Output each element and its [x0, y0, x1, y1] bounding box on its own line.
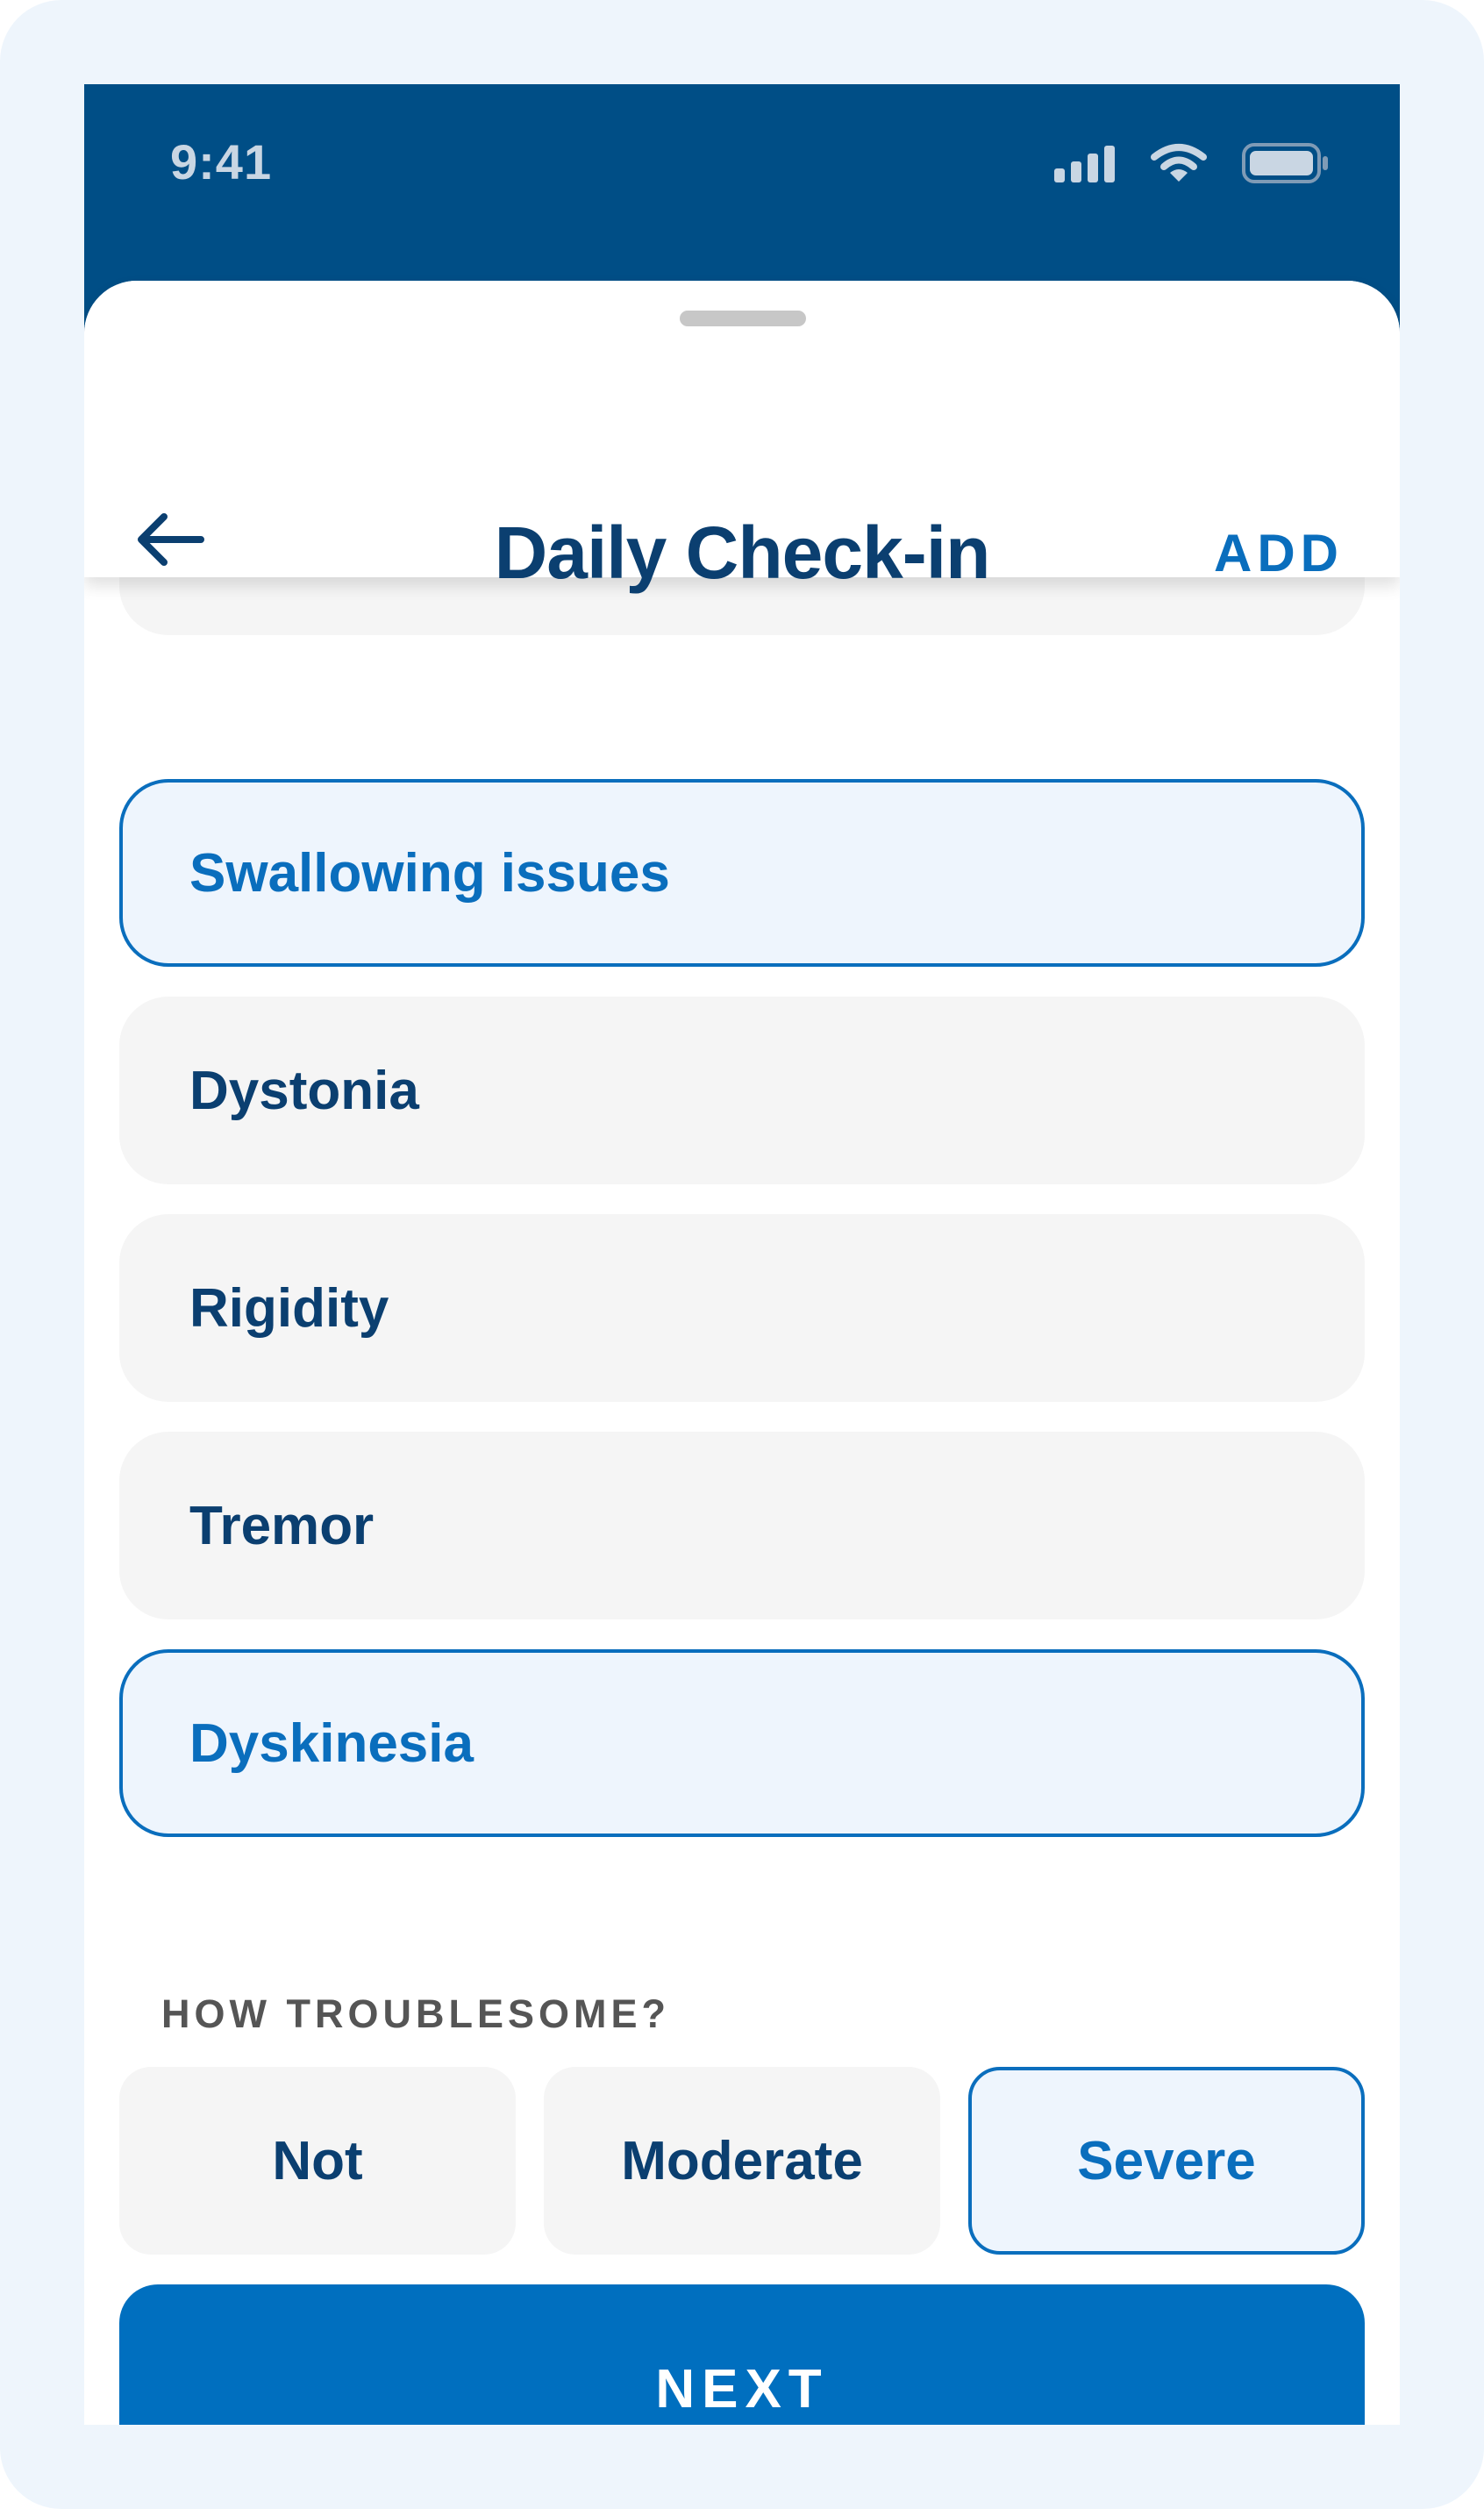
symptom-list — [84, 281, 1400, 2425]
severity-option-label: Not — [272, 2130, 363, 2191]
symptom-option-rigidity[interactable] — [119, 1214, 1365, 1402]
add-button[interactable]: ADD — [1214, 524, 1344, 583]
symptom-option-dystonia[interactable] — [119, 997, 1365, 1184]
signal-icon — [1054, 144, 1116, 182]
severity-question-label: HOW TROUBLESOME? — [161, 1991, 670, 2036]
next-button[interactable] — [119, 2284, 1365, 2425]
severity-option-severe[interactable] — [968, 2067, 1365, 2255]
symptom-label: Dystonia — [189, 1060, 419, 1121]
next-button-label: NEXT — [655, 2358, 829, 2420]
sheet-header — [84, 281, 1400, 594]
symptom-label: Swallowing issues — [189, 842, 670, 904]
page-title: Daily Check-in — [494, 511, 990, 594]
severity-option-label: Moderate — [621, 2130, 863, 2191]
symptom-label: Rigidity — [189, 1277, 389, 1339]
status-icons — [1054, 137, 1330, 189]
phone-screen — [84, 84, 1400, 2425]
symptom-label: Tremor — [189, 1495, 375, 1556]
severity-option-not[interactable] — [119, 2067, 516, 2255]
severity-option-moderate[interactable] — [544, 2067, 940, 2255]
symptom-option-swallowing-issues[interactable] — [119, 779, 1365, 967]
bottom-sheet — [84, 281, 1400, 2425]
severity-option-label: Severe — [1077, 2130, 1256, 2191]
battery-icon — [1242, 143, 1330, 183]
wifi-icon — [1151, 143, 1207, 183]
symptom-option-tremor[interactable] — [119, 1432, 1365, 1619]
status-time: 9:41 — [170, 134, 273, 189]
symptom-option-dyskinesia[interactable] — [119, 1649, 1365, 1837]
symptom-label: Dyskinesia — [189, 1712, 474, 1774]
sheet-grabber-handle[interactable] — [680, 311, 806, 326]
